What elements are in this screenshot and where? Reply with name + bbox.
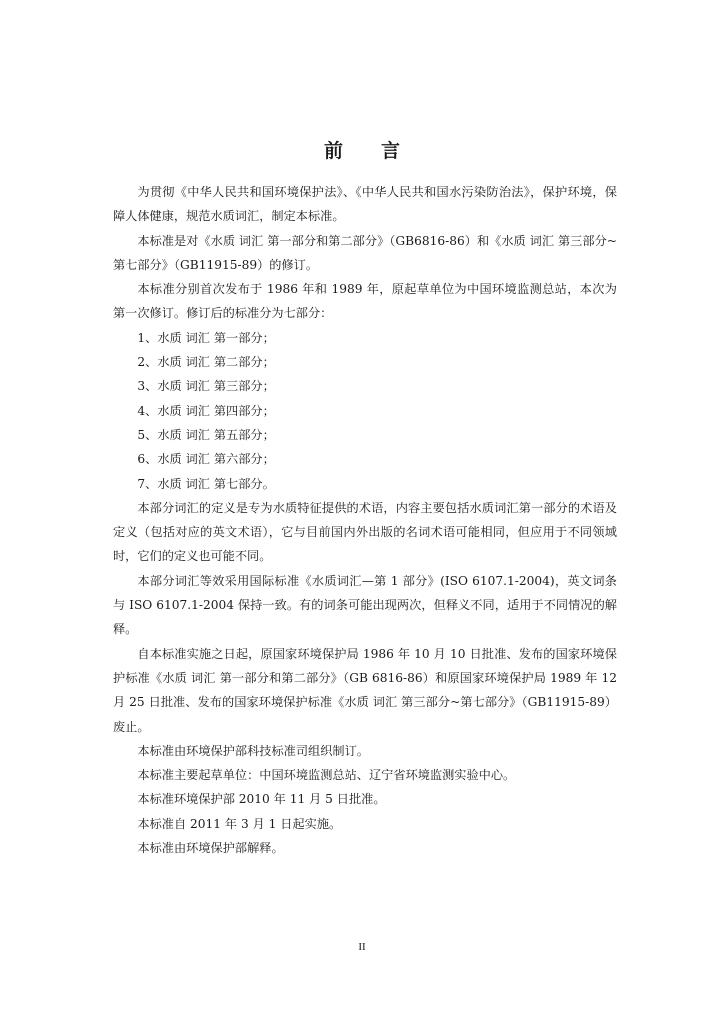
paragraph: 本标准主要起草单位：中国环境监测总站、辽宁省环境监测实验中心。 bbox=[137, 768, 516, 783]
paragraph: 本标准分别首次发布于 1986 年和 1989 年，原起草单位为中国环境监测总站，本次为第一次修订。修订后的标准分为七部分： bbox=[113, 282, 617, 321]
paragraph: 本部分词汇等效采用国际标准《水质词汇—第 1 部分》(ISO 6107.1-2004)，英文词条与 ISO 6107.1-2004 保持一致。有的词条可能出现两次，但释义不同，适用于不同情况的解释。 bbox=[113, 573, 617, 637]
title-char-2: 言 bbox=[381, 140, 401, 162]
paragraph: 本标准自 2011 年 3 月 1 日起实施。 bbox=[137, 816, 342, 831]
paragraph: 本标准环境保护部 2010 年 11 月 5 日批准。 bbox=[137, 792, 386, 807]
paragraph: 本标准由环境保护部科技标准司组织制订。 bbox=[137, 743, 369, 758]
list-item: 5、水质 词汇 第五部分； bbox=[137, 427, 275, 442]
page-title bbox=[0, 136, 724, 163]
list-item: 1、水质 词汇 第一部分； bbox=[137, 330, 275, 345]
list-item: 6、水质 词汇 第六部分； bbox=[137, 452, 275, 467]
preface-body bbox=[113, 180, 617, 860]
paragraph: 为贯彻《中华人民共和国环境保护法》、《中华人民共和国水污染防治法》，保护环境，保障人体健康，规范水质词汇，制定本标准。 bbox=[113, 185, 617, 224]
paragraph: 本部分词汇的定义是专为水质特征提供的术语，内容主要包括水质词汇第一部分的术语及定义（包括对应的英文术语），它与目前国内外出版的名词术语可能相同，但应用于不同领域时，它们的定义也可能不同。 bbox=[113, 500, 617, 564]
list-item: 2、水质 词汇 第二部分； bbox=[137, 355, 275, 370]
paragraph: 本标准是对《水质 词汇 第一部分和第二部分》（GB6816-86）和《水质 词汇 第三部分~第七部分》（GB11915-89）的修订。 bbox=[113, 233, 617, 272]
title-char-1: 前 bbox=[323, 140, 343, 162]
paragraph: 本标准由环境保护部解释。 bbox=[137, 841, 284, 856]
list-item: 3、水质 词汇 第三部分； bbox=[137, 379, 275, 394]
paragraph: 自本标准实施之日起，原国家环境保护局 1986 年 10 月 10 日批准、发布的国家环境保护标准《水质 词汇 第一部分和第二部分》（GB 6816-86）和原国家环境保护局 1989 年 12 月 25 日批准、发布的国家环境保护标准《水质 词汇 第三部分~第七部分》（GB11915-89）废止。 bbox=[113, 646, 617, 734]
list-item: 4、水质 词汇 第四部分； bbox=[137, 403, 275, 418]
page-number: II bbox=[358, 941, 366, 953]
list-item: 7、水质 词汇 第七部分。 bbox=[137, 476, 275, 491]
